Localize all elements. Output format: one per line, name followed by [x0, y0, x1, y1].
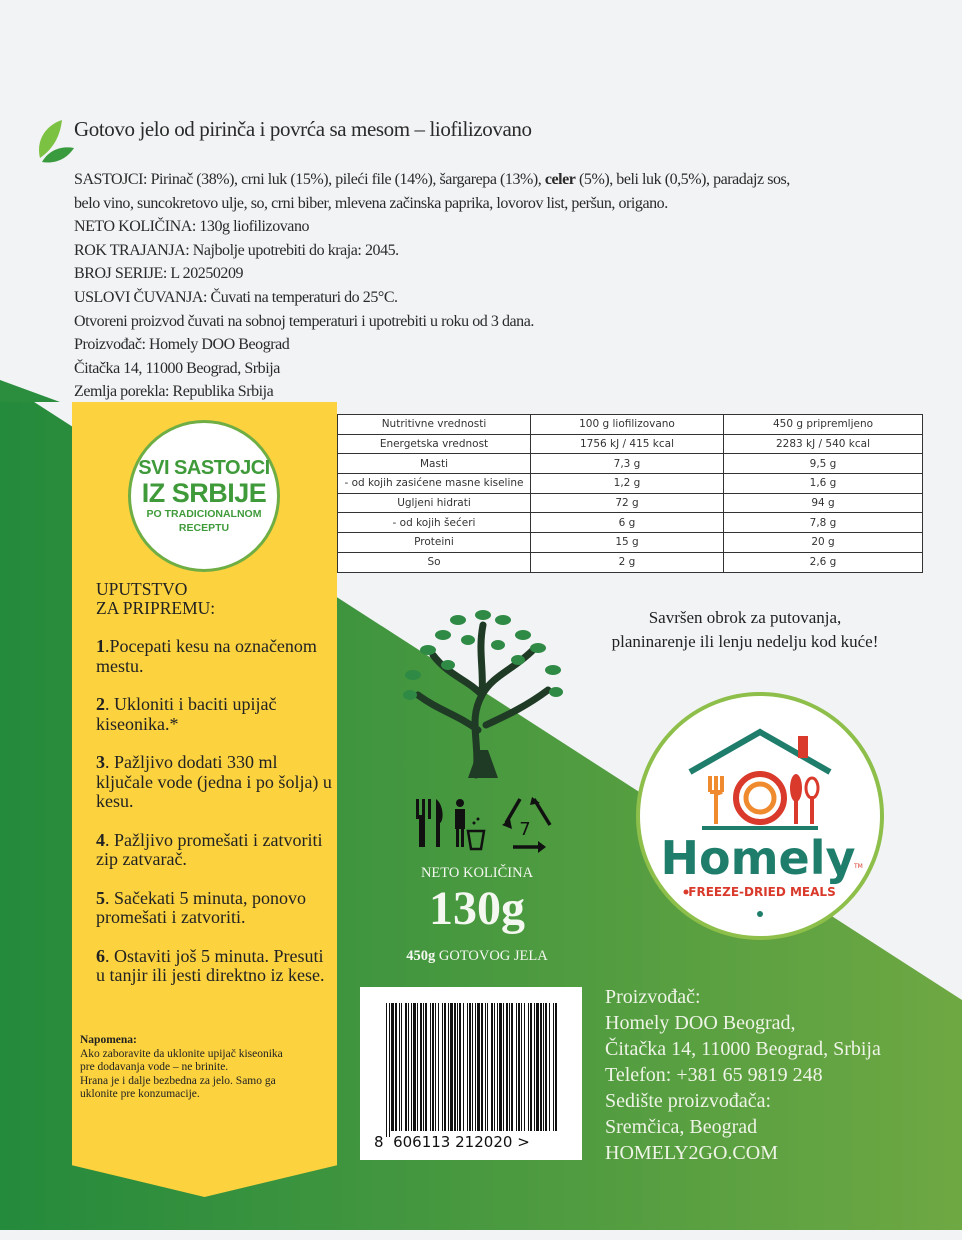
barcode-bar [477, 1003, 480, 1131]
table-cell: Nutritivne vrednosti [338, 415, 531, 435]
table-cell: 15 g [531, 533, 724, 553]
barcode-bar [494, 1003, 495, 1131]
table-cell: 7,3 g [531, 454, 724, 474]
barcode-bar [545, 1003, 547, 1131]
barcode-bar [521, 1003, 522, 1131]
barcode-bar [472, 1003, 473, 1131]
net-amount: 130g [429, 882, 525, 935]
manufacturer-line: Sremčica, Beograd [605, 1116, 758, 1138]
barcode-bar [553, 1003, 554, 1131]
net-label: NETO KOLIČINA [420, 865, 534, 881]
barcode-bar [469, 1003, 471, 1131]
table-header-row [338, 415, 923, 435]
barcode-bar [459, 1003, 461, 1131]
address: Čitačka 14, 11000 Beograd, Srbija [74, 359, 280, 377]
manufacturer-line: Proizvođač: [605, 986, 701, 1008]
barcode-bar [518, 1003, 520, 1131]
table-row [338, 474, 923, 494]
barcode-bar [511, 1003, 513, 1131]
badge-line: SVI SASTOJCI [138, 456, 270, 479]
note-line: Hrana je i dalje bezbedna za jelo. Samo ga [80, 1074, 276, 1087]
barcode-bar [487, 1003, 488, 1131]
barcode-bar [450, 1003, 453, 1131]
table-cell: 9,5 g [724, 454, 923, 474]
barcode-bar [401, 1003, 402, 1131]
barcode-bar [411, 1003, 412, 1131]
barcode-bar [516, 1003, 517, 1131]
homely-logo [636, 692, 884, 940]
instruction-step: 2. Ukloniti i baciti upijač kiseonika.* [96, 694, 277, 734]
manufacturer-line: Homely DOO Beograd, [605, 1012, 796, 1034]
plate-cutlery-icon [710, 774, 818, 824]
table-cell: So [338, 552, 531, 572]
barcode-bar [475, 1003, 476, 1131]
barcode [360, 987, 582, 1160]
barcode-bar [442, 1003, 443, 1131]
barcode-bar [391, 1003, 394, 1131]
instruction-step: 5. Sačekati 5 minuta, ponovo promešati i zatvoriti. [96, 887, 306, 927]
barcode-bar [497, 1003, 498, 1131]
prepared-amount: 450g GOTOVOG JELA [406, 948, 548, 964]
barcode-bar [555, 1003, 557, 1131]
instruction-step: 4. Pažljivo promešati i zatvoriti zip zatvarač. [96, 829, 323, 869]
table-cell: Masti [338, 454, 531, 474]
instruction-step: 1.Pocepati kesu na označenom mestu. [96, 636, 317, 676]
note-title: Napomena: [80, 1034, 137, 1046]
table-cell: 2 g [531, 552, 724, 572]
barcode-bar [395, 1003, 397, 1131]
barcode-bar [413, 1003, 416, 1131]
barcode-bar [425, 1003, 427, 1131]
note-line: pre dodavanja vode – ne brinite. [80, 1061, 229, 1073]
manufacturer-line: Sedište proizvođača: [605, 1090, 772, 1112]
table-cell: - od kojih zasićene masne kiseline [338, 474, 531, 494]
table-cell: 1,6 g [724, 474, 923, 494]
instruction-step: 3. Pažljivo dodati 330 ml ključale vode (jedna i po šolja) u kesu. [96, 752, 332, 811]
recycle-code: 7 [519, 819, 531, 840]
barcode-bar [534, 1003, 535, 1131]
bottom-edge [0, 1230, 962, 1240]
food-safe-icon [416, 799, 443, 847]
logo-wordmark: Homely [660, 831, 856, 885]
recycle-icon [502, 797, 550, 853]
badge-line: IZ SRBIJE [141, 477, 267, 508]
barcode-bar [530, 1003, 532, 1131]
barcode-bar [389, 1003, 390, 1137]
table-cell: 450 g pripremljeno [724, 415, 923, 435]
instruction-step: 6. Ostaviti još 5 minuta. Presuti u tanjir ili jesti direktno iz kese. [96, 945, 325, 985]
barcode-bar [491, 1003, 493, 1131]
table-row [338, 493, 923, 513]
slogan: Savršen obrok za putovanja, planinarenje ili lenju nedelju kod kuće! [611, 608, 879, 651]
barcode-bar [435, 1003, 436, 1131]
barcode-bar [444, 1003, 446, 1131]
barcode-bar [417, 1003, 418, 1131]
barcode-bar [420, 1003, 422, 1131]
ingredients-line-1 [74, 168, 944, 192]
table-cell: 100 g liofilizovano [531, 415, 724, 435]
table-cell: 6 g [531, 513, 724, 533]
trademark: TM [854, 863, 863, 870]
barcode-bar [438, 1003, 439, 1131]
barcode-bar [499, 1003, 502, 1131]
dispose-bin-icon [455, 799, 484, 849]
barcode-bar [481, 1003, 483, 1131]
logo-tagline: FREEZE-DRIED MEALS [688, 885, 836, 899]
barcode-bar [524, 1003, 525, 1131]
note-line: Ako zaboravite da uklonite upijač kiseonika [80, 1047, 283, 1060]
table-cell: 2,6 g [724, 552, 923, 572]
table-cell: - od kojih šećeri [338, 513, 531, 533]
opened-storage: Otvoreni proizvod čuvati na sobnoj temperaturi i upotrebiti u roku od 3 dana. [74, 312, 534, 330]
table-cell: Ugljeni hidrati [338, 493, 531, 513]
table-cell: 7,8 g [724, 513, 923, 533]
barcode-bar [467, 1003, 468, 1131]
barcode-bar [503, 1003, 504, 1131]
storage: USLOVI ČUVANJA: Čuvati na temperaturi do 25°C. [74, 288, 398, 306]
barcode-bar [457, 1003, 458, 1131]
package-symbols [410, 795, 555, 853]
allergen-celer: celer [544, 171, 576, 188]
nutrition-table [337, 414, 923, 573]
barcode-bar [386, 1003, 387, 1137]
barcode-bar [528, 1003, 529, 1131]
tree-icon [398, 600, 568, 780]
manufacturer-info [605, 984, 881, 1166]
table-cell: 20 g [724, 533, 923, 553]
barcode-bar [448, 1003, 449, 1131]
manufacturer-line: Telefon: +381 65 9819 248 [605, 1064, 823, 1086]
leaf-icon [36, 118, 76, 166]
barcode-bar [536, 1003, 539, 1131]
table-cell: 72 g [531, 493, 724, 513]
table-row [338, 533, 923, 553]
manufacturer-line: Čitačka 14, 11000 Beograd, Srbija [605, 1038, 881, 1060]
note [80, 1034, 342, 1102]
barcode-bar [549, 1003, 550, 1131]
barcode-bar [506, 1003, 508, 1131]
barcode-bar [430, 1003, 431, 1131]
ingredients-text: (5%), beli luk (0,5%), paradajz sos, [575, 171, 790, 188]
badge-line: RECEPTU [178, 521, 230, 534]
table-row [338, 454, 923, 474]
table-cell: Energetska vrednost [338, 434, 531, 454]
barcode-bar [454, 1003, 456, 1131]
preparation-instructions [96, 580, 336, 1005]
barcode-bar [399, 1003, 400, 1131]
barcode-bar [405, 1003, 407, 1131]
instructions-heading: UPUTSTVO ZA PRIPREMU: [96, 579, 216, 618]
table-row [338, 552, 923, 572]
barcode-bar [543, 1003, 544, 1131]
barcode-bar [432, 1003, 434, 1131]
barcode-digits: 8 606113 212020 > [374, 1133, 530, 1151]
table-cell: 1,2 g [531, 474, 724, 494]
product-info [74, 168, 944, 404]
barcode-bar [509, 1003, 510, 1131]
origin-badge [128, 420, 280, 572]
producer: Proizvođač: Homely DOO Beograd [74, 336, 290, 354]
origin: Zemlja porekla: Republika Srbija [74, 383, 274, 401]
shelf-life: ROK TRAJANJA: Najbolje upotrebiti do kraja: 2045. [74, 241, 399, 259]
barcode-bar [408, 1003, 409, 1131]
table-cell: 1756 kJ / 415 kcal [531, 434, 724, 454]
table-cell: Proteini [338, 533, 531, 553]
website: HOMELY2GO.COM [605, 1142, 778, 1164]
ingredients-line-2: belo vino, suncokretovo ulje, so, crni biber, mlevena začinska paprika, lovorov list, peršun, origano. [74, 194, 668, 212]
table-cell: 2283 kJ / 540 kcal [724, 434, 923, 454]
net-quantity: NETO KOLIČINA: 130g liofilizovano [74, 218, 310, 236]
table-cell: 94 g [724, 493, 923, 513]
barcode-bar [463, 1003, 464, 1131]
product-title: Gotovo jelo od pirinča i povrća sa mesom – liofilizovano [74, 117, 532, 141]
barcode-bar [485, 1003, 486, 1131]
note-line: uklonite pre konzumacije. [80, 1088, 200, 1100]
barcode-bar [423, 1003, 424, 1131]
barcode-bar [540, 1003, 542, 1131]
batch-number: BROJ SERIJE: L 20250209 [74, 265, 244, 283]
ingredients-text: SASTOJCI: Pirinač (38%), crni luk (15%), pileći file (14%), šargarepa (13%), [74, 171, 545, 188]
table-row [338, 434, 923, 454]
badge-line: PO TRADICIONALNOM [146, 507, 262, 520]
table-row [338, 513, 923, 533]
